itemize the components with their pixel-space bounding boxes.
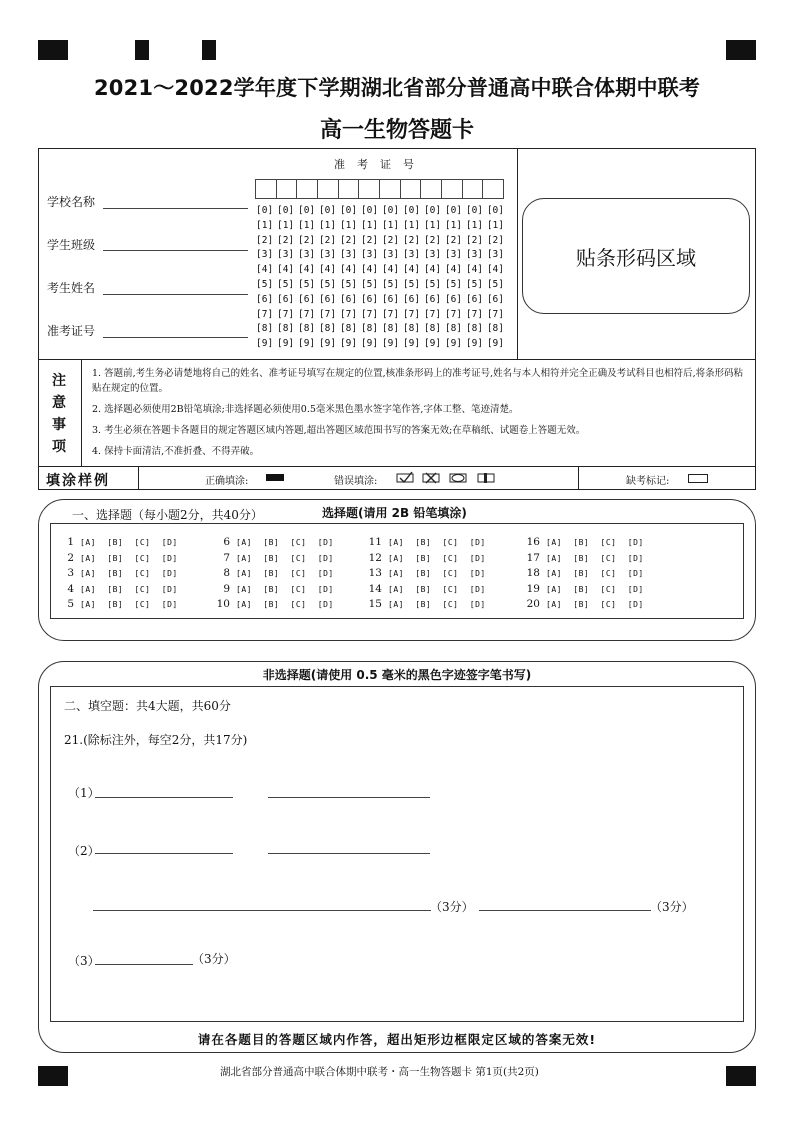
choice-question: [366, 552, 486, 568]
wrong-fill-samples: [396, 471, 506, 485]
digit-bubble[interactable]: [8]: [381, 323, 400, 335]
registration-mark-top-2: [135, 40, 149, 60]
answer-options[interactable]: [A] [B] [C] [D]: [236, 584, 334, 594]
choice-question: [524, 598, 644, 614]
digit-bubble[interactable]: [7]: [381, 308, 400, 320]
choice-question: [524, 583, 644, 599]
digit-bubble[interactable]: [0]: [256, 205, 274, 216]
exam-number-cell[interactable]: [441, 179, 463, 199]
digit-bubble[interactable]: [1]: [297, 219, 316, 231]
fill-sample-divider: [138, 466, 139, 490]
answer-options[interactable]: [A] [B] [C] [D]: [80, 569, 178, 579]
page-footer: 湖北省部分普通高中联合体期中联考・高一生物答题卡 第1页(共2页): [220, 1066, 539, 1078]
digit-bubble[interactable]: [9]: [486, 338, 504, 350]
digit-bubble[interactable]: [0]: [360, 205, 379, 216]
digit-bubble[interactable]: [7]: [318, 308, 337, 320]
digit-row: [256, 249, 504, 264]
digit-bubble[interactable]: [9]: [465, 338, 484, 350]
digit-bubble[interactable]: [7]: [360, 308, 379, 320]
notice-label-char: 事: [52, 417, 66, 433]
digit-bubble[interactable]: [8]: [444, 323, 463, 335]
digit-bubble[interactable]: [6]: [381, 293, 400, 305]
digit-bubble[interactable]: [5]: [465, 278, 484, 290]
exam-number-cell[interactable]: [255, 179, 277, 199]
subject-title: 高一生物答题卡: [319, 118, 474, 143]
choice-question: [214, 567, 334, 583]
notice-item: 3. 考生必须在答题卡各题目的规定答题区域内答题,超出答题区域范围书写的答案无效;在草稿纸、试题卷上答题无效。: [92, 425, 586, 436]
divider-notice: [38, 359, 756, 360]
digit-bubble[interactable]: [3]: [423, 249, 442, 261]
digit-bubble[interactable]: [7]: [465, 308, 484, 320]
digit-bubble[interactable]: [1]: [360, 219, 379, 231]
digit-bubble[interactable]: [4]: [444, 264, 463, 276]
digit-bubble[interactable]: [5]: [444, 278, 463, 290]
correct-fill-label: 正确填涂:: [205, 476, 249, 487]
digit-bubble[interactable]: [0]: [276, 205, 295, 216]
digit-bubble[interactable]: [1]: [339, 219, 358, 231]
question-number: 20: [526, 598, 540, 611]
digit-bubble[interactable]: [9]: [276, 338, 295, 350]
answer-line[interactable]: [268, 797, 430, 798]
digit-bubble[interactable]: [6]: [486, 293, 504, 305]
digit-bubble[interactable]: [4]: [256, 264, 274, 276]
question-number: 3: [67, 567, 74, 580]
question-number: 8: [223, 567, 230, 580]
divider-barcode: [517, 148, 518, 359]
choice-question: [524, 552, 644, 568]
part-2-label: （2）: [68, 844, 100, 858]
registration-mark-top-3: [202, 40, 216, 60]
exam-number-cell[interactable]: [296, 179, 318, 199]
digit-bubble[interactable]: [9]: [297, 338, 316, 350]
digit-bubble[interactable]: [3]: [402, 249, 421, 261]
digit-bubble[interactable]: [0]: [318, 205, 337, 216]
notice-item: 4. 保持卡面清洁,不准折叠、不得弄破。: [92, 446, 260, 457]
digit-bubble[interactable]: [2]: [486, 234, 504, 246]
digit-bubble[interactable]: [7]: [276, 308, 295, 320]
exam-title: 2021～2022学年度下学期湖北省部分普通高中联合体期中联考: [93, 76, 701, 100]
digit-bubble[interactable]: [0]: [465, 205, 484, 216]
answer-options[interactable]: [A] [B] [C] [D]: [388, 600, 486, 610]
digit-bubble[interactable]: [6]: [276, 293, 295, 305]
notice-item: 2. 选择题必须使用2B铅笔填涂;非选择题必须使用0.5毫米黑色墨水签字笔作答,字体工整、笔迹清楚。: [92, 404, 519, 415]
digit-bubble[interactable]: [8]: [276, 323, 295, 335]
digit-bubble[interactable]: [7]: [402, 308, 421, 320]
digit-bubble[interactable]: [3]: [297, 249, 316, 261]
part-3-label: （3）: [68, 954, 100, 968]
digit-bubble[interactable]: [6]: [360, 293, 379, 305]
question-21-title: 21.(除标注外，每空2分，共17分): [64, 733, 248, 747]
digit-bubble[interactable]: [4]: [297, 264, 316, 276]
question-number: 16: [526, 536, 540, 548]
choice-question: [214, 583, 334, 599]
digit-bubble[interactable]: [1]: [381, 219, 400, 231]
notice-label: [46, 370, 72, 458]
choice-column: [366, 536, 486, 614]
digit-bubble[interactable]: [9]: [423, 338, 442, 350]
answer-area-warning: 请在各题目的答题区域内作答，超出矩形边框限定区域的答案无效!: [197, 1032, 597, 1047]
notice-item: 1. 答题前,考生务必请楚地将自己的姓名、准考证号填写在规定的位置,核准条形码上的准考证号,姓名与本人相符并完全正确及考试科目也相符后,将条形码粘贴在规定的位置。: [92, 368, 744, 394]
digit-bubble[interactable]: [5]: [486, 278, 504, 290]
digit-bubble[interactable]: [5]: [402, 278, 421, 290]
digit-bubble[interactable]: [0]: [444, 205, 463, 216]
digit-bubble[interactable]: [7]: [339, 308, 358, 320]
choice-question: [214, 536, 334, 552]
answer-line[interactable]: [268, 853, 430, 854]
digit-bubble[interactable]: [1]: [423, 219, 442, 231]
digit-bubble[interactable]: [8]: [486, 323, 504, 335]
score-label: （3分）: [430, 900, 474, 914]
digit-bubble[interactable]: [4]: [339, 264, 358, 276]
digit-row: [256, 294, 504, 309]
notice-label-char: 注: [52, 373, 66, 389]
exam-number-cell[interactable]: [338, 179, 360, 199]
question-number: 15: [368, 598, 382, 611]
choice-question: [524, 567, 644, 583]
answer-options[interactable]: [A] [B] [C] [D]: [80, 600, 178, 610]
digit-bubble[interactable]: [0]: [402, 205, 421, 216]
answer-line[interactable]: [93, 910, 431, 911]
exam-number-cell[interactable]: [379, 179, 401, 199]
answer-options[interactable]: [A] [B] [C] [D]: [236, 553, 334, 563]
choice-column: [214, 536, 334, 614]
class-field[interactable]: [103, 250, 248, 251]
digit-bubble[interactable]: [0]: [423, 205, 442, 216]
digit-bubble[interactable]: [7]: [256, 308, 274, 320]
question-number: 17: [526, 551, 540, 564]
digit-bubble[interactable]: [2]: [423, 234, 442, 246]
digit-bubble[interactable]: [5]: [339, 278, 358, 290]
digit-bubble[interactable]: [5]: [318, 278, 337, 290]
answer-options[interactable]: [A] [B] [C] [D]: [388, 584, 486, 594]
digit-bubble[interactable]: [1]: [465, 219, 484, 231]
exam-number-field[interactable]: [103, 337, 248, 338]
absent-mark-box[interactable]: [688, 474, 708, 483]
exam-number-cell[interactable]: [358, 179, 380, 199]
exam-number-cell[interactable]: [462, 179, 484, 199]
digit-bubble[interactable]: [0]: [486, 205, 504, 216]
digit-bubble[interactable]: [1]: [402, 219, 421, 231]
choice-heading: 一、选择题（每小题2分，共40分）: [68, 506, 267, 523]
digit-bubble[interactable]: [5]: [360, 278, 379, 290]
exam-number-bubble-grid[interactable]: [256, 205, 504, 353]
digit-bubble[interactable]: [3]: [339, 249, 358, 261]
choice-question: [58, 598, 178, 614]
digit-bubble[interactable]: [0]: [297, 205, 316, 216]
choice-question: [366, 536, 486, 552]
answer-options[interactable]: [A] [B] [C] [D]: [546, 553, 644, 563]
digit-bubble[interactable]: [1]: [486, 219, 504, 231]
digit-bubble[interactable]: [7]: [423, 308, 442, 320]
digit-bubble[interactable]: [3]: [360, 249, 379, 261]
exam-number-cells[interactable]: [256, 179, 504, 199]
answer-options[interactable]: [A] [B] [C] [D]: [546, 600, 644, 610]
digit-bubble[interactable]: [2]: [381, 234, 400, 246]
answer-options[interactable]: [A] [B] [C] [D]: [546, 538, 644, 547]
digit-bubble[interactable]: [1]: [318, 219, 337, 231]
digit-bubble[interactable]: [8]: [402, 323, 421, 335]
student-name-field[interactable]: [103, 294, 248, 295]
digit-bubble[interactable]: [9]: [402, 338, 421, 350]
digit-bubble[interactable]: [2]: [339, 234, 358, 246]
digit-bubble[interactable]: [0]: [339, 205, 358, 216]
answer-options[interactable]: [A] [B] [C] [D]: [388, 538, 486, 547]
exam-number-cell[interactable]: [276, 179, 298, 199]
student-name-label: 考生姓名: [47, 281, 96, 295]
question-number: 11: [368, 536, 382, 548]
digit-bubble[interactable]: [5]: [256, 278, 274, 290]
answer-options[interactable]: [A] [B] [C] [D]: [546, 569, 644, 579]
digit-bubble[interactable]: [4]: [465, 264, 484, 276]
question-number: 18: [526, 567, 540, 580]
wrong-fill-label: 错误填涂:: [334, 476, 378, 487]
digit-bubble[interactable]: [5]: [423, 278, 442, 290]
digit-bubble[interactable]: [5]: [276, 278, 295, 290]
digit-bubble[interactable]: [7]: [297, 308, 316, 320]
digit-bubble[interactable]: [9]: [256, 338, 274, 350]
score-label: （3分）: [650, 900, 694, 914]
exam-number-cell[interactable]: [317, 179, 339, 199]
answer-options[interactable]: [A] [B] [C] [D]: [80, 553, 178, 563]
choice-question: [214, 552, 334, 568]
digit-bubble[interactable]: [6]: [297, 293, 316, 305]
choice-question: [366, 583, 486, 599]
digit-bubble[interactable]: [1]: [444, 219, 463, 231]
digit-bubble[interactable]: [2]: [465, 234, 484, 246]
question-number: 19: [526, 582, 540, 595]
part-1-label: （1）: [68, 786, 100, 800]
digit-row: [256, 309, 504, 324]
digit-bubble[interactable]: [2]: [297, 234, 316, 246]
fill-sample-row: [38, 466, 756, 490]
choice-question: [366, 598, 486, 614]
question-number: 9: [223, 582, 230, 595]
registration-mark-bottom-left: [38, 1066, 68, 1086]
digit-bubble[interactable]: [4]: [402, 264, 421, 276]
non-choice-title: 非选择题(请使用 0.5 毫米的黑色字迹签字笔书写): [262, 668, 532, 682]
digit-bubble[interactable]: [0]: [381, 205, 400, 216]
answer-line[interactable]: [95, 853, 233, 854]
digit-bubble[interactable]: [4]: [423, 264, 442, 276]
digit-bubble[interactable]: [4]: [276, 264, 295, 276]
digit-bubble[interactable]: [5]: [381, 278, 400, 290]
question-number: 13: [368, 567, 382, 580]
digit-bubble[interactable]: [3]: [444, 249, 463, 261]
question-number: 14: [368, 582, 382, 595]
digit-bubble[interactable]: [3]: [381, 249, 400, 261]
notice-list: [92, 366, 750, 465]
answer-options[interactable]: [A] [B] [C] [D]: [80, 538, 178, 547]
question-number: 6: [223, 536, 230, 548]
notice-label-char: 意: [52, 395, 66, 411]
digit-bubble[interactable]: [9]: [360, 338, 379, 350]
barcode-area: 贴条形码区域: [522, 198, 750, 314]
choice-column: [524, 536, 644, 614]
digit-bubble[interactable]: [4]: [360, 264, 379, 276]
divider-notice-label: [81, 359, 82, 466]
answer-line[interactable]: [95, 964, 193, 965]
digit-bubble[interactable]: [6]: [465, 293, 484, 305]
absent-mark-label: 缺考标记:: [626, 476, 670, 487]
digit-bubble[interactable]: [2]: [256, 234, 274, 246]
choice-question: [58, 552, 178, 568]
digit-row: [256, 235, 504, 250]
digit-row: [256, 220, 504, 235]
digit-bubble[interactable]: [3]: [318, 249, 337, 261]
absent-divider: [578, 466, 579, 490]
digit-bubble[interactable]: [9]: [339, 338, 358, 350]
exam-number-cell[interactable]: [420, 179, 442, 199]
digit-row: [256, 279, 504, 294]
answer-options[interactable]: [A] [B] [C] [D]: [236, 600, 334, 610]
answer-options[interactable]: [A] [B] [C] [D]: [388, 553, 486, 563]
digit-bubble[interactable]: [6]: [318, 293, 337, 305]
digit-bubble[interactable]: [7]: [444, 308, 463, 320]
digit-bubble[interactable]: [9]: [318, 338, 337, 350]
school-name-field[interactable]: [103, 208, 248, 209]
notice-label-char: 项: [52, 439, 66, 455]
choice-column: [58, 536, 178, 614]
digit-row: [256, 338, 504, 353]
digit-bubble[interactable]: [8]: [318, 323, 337, 335]
fill-blank-section-title: 二、填空题：共4大题，共60分: [64, 699, 231, 713]
digit-bubble[interactable]: [2]: [318, 234, 337, 246]
digit-bubble[interactable]: [8]: [297, 323, 316, 335]
digit-bubble[interactable]: [6]: [423, 293, 442, 305]
digit-row: [256, 205, 504, 220]
digit-bubble[interactable]: [6]: [339, 293, 358, 305]
digit-bubble[interactable]: [8]: [339, 323, 358, 335]
digit-bubble[interactable]: [3]: [276, 249, 295, 261]
question-number: 4: [67, 582, 74, 595]
question-number: 2: [67, 551, 74, 564]
digit-bubble[interactable]: [5]: [297, 278, 316, 290]
digit-row: [256, 323, 504, 338]
digit-bubble[interactable]: [1]: [256, 219, 274, 231]
answer-line[interactable]: [479, 910, 651, 911]
choice-question: [58, 536, 178, 552]
school-name-label: 学校名称: [47, 195, 96, 209]
question-number: 7: [223, 551, 230, 564]
choice-question: [214, 598, 334, 614]
exam-number-title: 准考证号: [334, 158, 426, 171]
digit-bubble[interactable]: [4]: [381, 264, 400, 276]
digit-bubble[interactable]: [8]: [256, 323, 274, 335]
fill-sample-label: 填涂样例: [46, 473, 110, 489]
digit-bubble[interactable]: [2]: [360, 234, 379, 246]
correct-fill-sample: [266, 474, 284, 481]
choice-question: [58, 583, 178, 599]
answer-options[interactable]: [A] [B] [C] [D]: [236, 538, 334, 547]
exam-number-cell[interactable]: [482, 179, 504, 199]
answer-options[interactable]: [A] [B] [C] [D]: [546, 584, 644, 594]
answer-options[interactable]: [A] [B] [C] [D]: [80, 584, 178, 594]
digit-bubble[interactable]: [3]: [486, 249, 504, 261]
digit-bubble[interactable]: [6]: [402, 293, 421, 305]
digit-bubble[interactable]: [9]: [381, 338, 400, 350]
digit-bubble[interactable]: [8]: [465, 323, 484, 335]
digit-bubble[interactable]: [4]: [486, 264, 504, 276]
question-number: 10: [216, 598, 230, 611]
digit-bubble[interactable]: [4]: [318, 264, 337, 276]
digit-bubble[interactable]: [8]: [360, 323, 379, 335]
choice-question: [524, 536, 644, 552]
class-label: 学生班级: [47, 238, 96, 252]
digit-bubble[interactable]: [2]: [444, 234, 463, 246]
digit-bubble[interactable]: [2]: [402, 234, 421, 246]
digit-bubble[interactable]: [3]: [256, 249, 274, 261]
answer-line[interactable]: [95, 797, 233, 798]
digit-bubble[interactable]: [2]: [276, 234, 295, 246]
digit-bubble[interactable]: [6]: [444, 293, 463, 305]
score-label: （3分）: [192, 952, 236, 966]
digit-bubble[interactable]: [3]: [465, 249, 484, 261]
registration-mark-top-right: [726, 40, 756, 60]
choice-subheading: 选择题(请用 2B 铅笔填涂): [318, 504, 471, 521]
question-number: 5: [67, 598, 74, 611]
question-number: 12: [368, 551, 382, 564]
choice-question: [58, 567, 178, 583]
exam-number-label: 准考证号: [47, 324, 96, 338]
digit-bubble[interactable]: [7]: [486, 308, 504, 320]
digit-bubble[interactable]: [1]: [276, 219, 295, 231]
answer-options[interactable]: [A] [B] [C] [D]: [388, 569, 486, 579]
answer-options[interactable]: [A] [B] [C] [D]: [236, 569, 334, 579]
exam-number-cell[interactable]: [400, 179, 422, 199]
digit-bubble[interactable]: [8]: [423, 323, 442, 335]
registration-mark-bottom-right: [726, 1066, 756, 1086]
digit-bubble[interactable]: [9]: [444, 338, 463, 350]
choice-question: [366, 567, 486, 583]
digit-bubble[interactable]: [6]: [256, 293, 274, 305]
question-number: 1: [67, 536, 74, 548]
registration-mark-top-left: [38, 40, 68, 60]
digit-row: [256, 264, 504, 279]
